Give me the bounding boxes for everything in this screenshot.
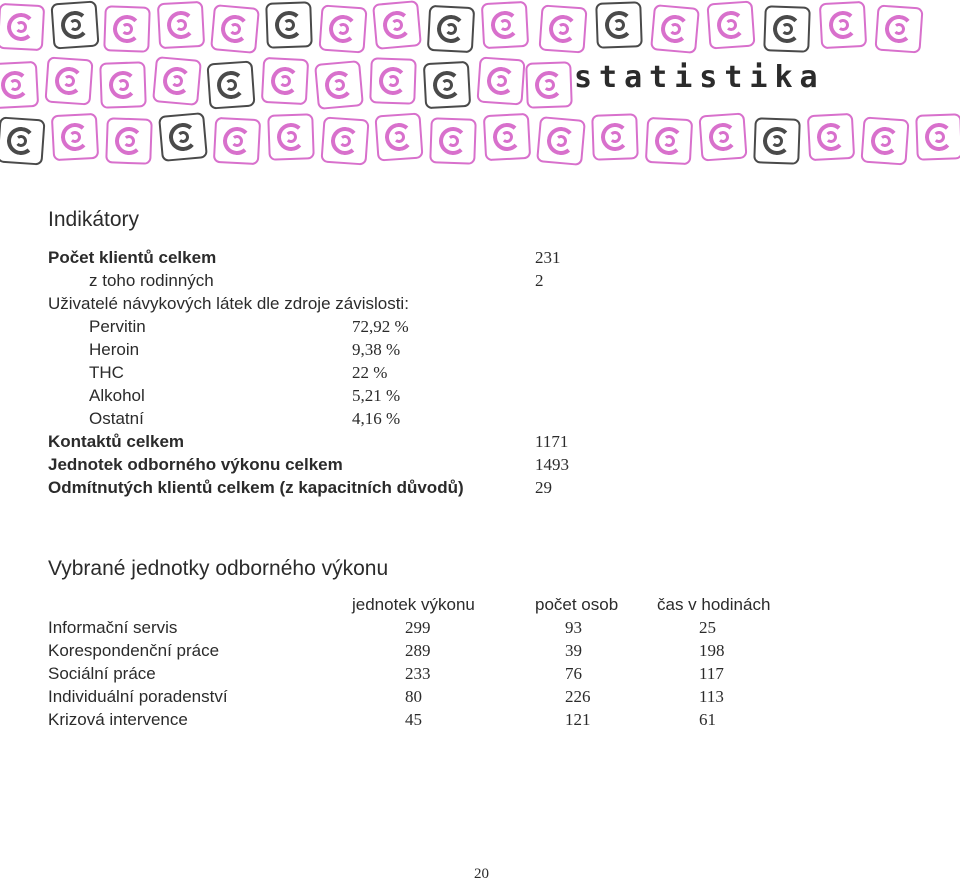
table-row-label: Krizová intervence — [48, 710, 188, 729]
logo-tile-icon — [427, 5, 475, 53]
logo-tile-icon — [210, 4, 260, 54]
column-header: počet osob — [535, 595, 619, 614]
page-number: 20 — [474, 866, 489, 882]
units-label: Jednotek odborného výkonu celkem — [48, 455, 343, 474]
column-header: jednotek výkonu — [352, 595, 475, 614]
logo-tile-icon — [265, 1, 313, 49]
logo-tile-icon — [261, 57, 309, 105]
banner-title: statistika — [574, 60, 825, 95]
section-title-indicators: Indikátory — [48, 208, 140, 231]
logo-tile-icon — [807, 113, 855, 161]
table-cell-units: 289 — [405, 641, 431, 660]
logo-tile-icon — [874, 4, 923, 53]
logo-tile-icon — [538, 4, 587, 53]
substance-value: 4,16 % — [352, 409, 401, 428]
logo-tile-icon — [819, 1, 867, 49]
substance-value: 72,92 % — [352, 317, 409, 336]
logo-tile-icon — [645, 117, 693, 165]
logo-tile-icon — [374, 112, 423, 161]
logo-tile-icon — [429, 117, 477, 165]
logo-tile-icon — [476, 56, 525, 105]
column-header: čas v hodinách — [657, 595, 771, 614]
family-clients-value: 2 — [535, 271, 544, 290]
logo-tile-icon — [50, 0, 99, 49]
logo-tile-icon — [536, 116, 586, 166]
substance-label: Alkohol — [89, 386, 145, 405]
logo-tile-icon — [591, 113, 639, 161]
refused-label: Odmítnutých klientů celkem (z kapacitních důvodů) — [48, 478, 464, 497]
logo-tile-icon — [158, 112, 208, 162]
logo-tile-icon — [318, 4, 367, 53]
substance-label: THC — [89, 363, 124, 382]
table-cell-hours: 61 — [699, 710, 716, 729]
contacts-label: Kontaktů celkem — [48, 432, 185, 451]
logo-tile-icon — [213, 117, 261, 165]
table-row-label: Informační servis — [48, 618, 178, 637]
contacts-value: 1171 — [535, 432, 569, 451]
users-heading: Uživatelé návykových látek dle zdroje závislosti: — [48, 294, 409, 313]
table-row-label: Individuální poradenství — [48, 687, 228, 706]
total-clients-value: 231 — [535, 248, 561, 267]
logo-tile-icon — [105, 117, 153, 165]
logo-tile-icon — [44, 56, 93, 105]
logo-tile-icon — [152, 56, 202, 106]
logo-tile-icon — [99, 61, 147, 109]
refused-value: 29 — [535, 478, 552, 497]
logo-tile-icon — [0, 116, 46, 165]
table-cell-persons: 39 — [565, 641, 582, 660]
logo-tile-icon — [314, 60, 364, 110]
logo-tile-icon — [369, 57, 417, 105]
table-cell-persons: 121 — [565, 710, 591, 729]
table-cell-units: 233 — [405, 664, 431, 683]
logo-tile-icon — [706, 0, 755, 49]
substance-label: Heroin — [89, 340, 140, 359]
table-cell-units: 45 — [405, 710, 422, 729]
header-banner — [0, 0, 960, 172]
logo-tile-icon — [0, 61, 39, 109]
table-cell-hours: 198 — [699, 641, 725, 660]
family-clients-label: z toho rodinných — [89, 271, 214, 290]
substance-value: 9,38 % — [352, 340, 401, 359]
table-row-label: Korespondenční práce — [48, 641, 220, 660]
substance-value: 5,21 % — [352, 386, 401, 405]
logo-tile-icon — [51, 113, 99, 161]
substance-label: Ostatní — [89, 409, 144, 428]
table-cell-persons: 93 — [565, 618, 582, 637]
logo-tile-icon — [206, 60, 255, 109]
table-cell-persons: 76 — [565, 664, 582, 683]
logo-tile-icon — [525, 61, 573, 109]
table-cell-hours: 113 — [699, 687, 724, 706]
logo-tile-icon — [753, 117, 801, 165]
logo-tile-icon — [103, 5, 151, 53]
logo-tile-icon — [915, 113, 960, 161]
logo-tile-icon — [157, 1, 205, 49]
table-cell-units: 299 — [405, 618, 431, 637]
total-clients-label: Počet klientů celkem — [48, 248, 217, 267]
logo-tile-icon — [267, 113, 315, 161]
table-cell-units: 80 — [405, 687, 422, 706]
table-cell-hours: 117 — [699, 664, 724, 683]
table-cell-hours: 25 — [699, 618, 716, 637]
logo-tile-icon — [0, 3, 45, 51]
logo-tile-icon — [650, 4, 700, 54]
logo-tile-icon — [860, 116, 909, 165]
logo-tile-icon — [423, 61, 471, 109]
units-value: 1493 — [535, 455, 569, 474]
logo-tile-icon — [372, 0, 422, 50]
section-title-selected: Vybrané jednotky odborného výkonu — [48, 557, 389, 580]
logo-tile-icon — [320, 116, 369, 165]
logo-tile-icon — [763, 5, 811, 53]
logo-tile-icon — [595, 1, 643, 49]
logo-tile-icon — [483, 113, 531, 161]
substance-value: 22 % — [352, 363, 388, 382]
logo-tile-icon — [698, 112, 747, 161]
substance-label: Pervitin — [89, 317, 146, 336]
table-row-label: Sociální práce — [48, 664, 156, 683]
table-cell-persons: 226 — [565, 687, 591, 706]
logo-tile-icon — [481, 1, 529, 49]
